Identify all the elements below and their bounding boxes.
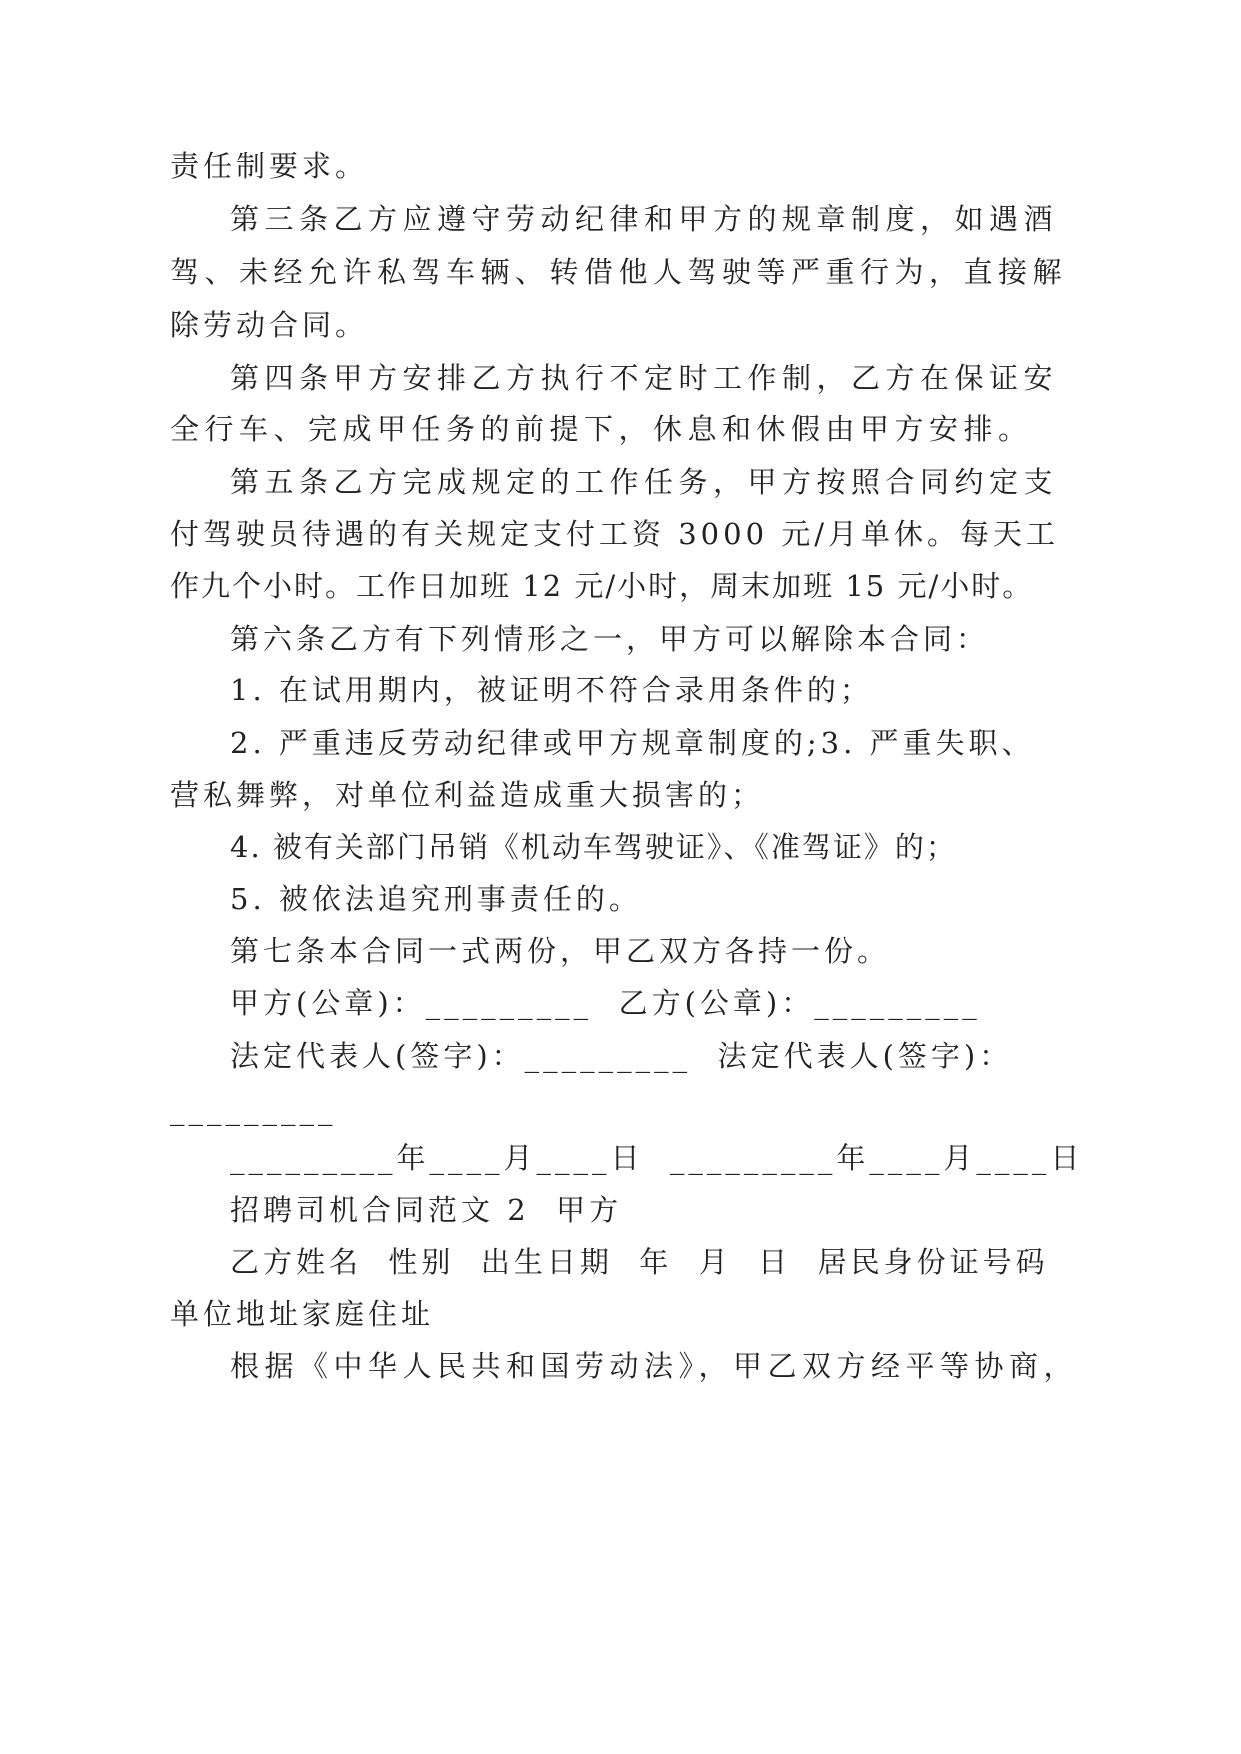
text-line: 2. 严重违反劳动纪律或甲方规章制度的;3. 严重失职、 <box>230 726 1035 760</box>
text-line: 乙方姓名 性别 出生日期 年 月 日 居民身份证号码 <box>230 1245 1049 1279</box>
text-line: 营私舞弊，对单位利益造成重大损害的； <box>170 778 765 812</box>
text-line: 第四条甲方安排乙方执行不定时工作制，乙方在保证安 <box>230 361 1059 395</box>
section-heading: 招聘司机合同范文 2 甲方 <box>230 1193 623 1227</box>
signature-blank: _________ <box>170 1092 337 1126</box>
text-line: 第三条乙方应遵守劳动纪律和甲方的规章制度，如遇酒 <box>230 202 1059 236</box>
text-line: 根据《中华人民共和国劳动法》，甲乙双方经平等协商， <box>230 1349 1079 1383</box>
text-line: 作九个小时。工作日加班 12 元/小时，周末加班 15 元/小时。 <box>170 569 1034 603</box>
text-line: 第五条乙方完成规定的工作任务，甲方按照合同约定支 <box>230 465 1059 499</box>
text-line: 第七条本合同一式两份，甲乙双方各持一份。 <box>230 934 891 968</box>
text-line: 5. 被依法追究刑事责任的。 <box>230 882 642 916</box>
text-line: 1. 在试用期内，被证明不符合录用条件的； <box>230 673 873 707</box>
text-line: 除劳动合同。 <box>170 308 369 342</box>
text-line: 付驾驶员待遇的有关规定支付工资 3000 元/月单休。每天工 <box>170 517 1060 551</box>
text-line: 单位地址家庭住址 <box>170 1297 435 1331</box>
signature-line-seal: 甲方(公章)：_________ 乙方(公章)：_________ <box>230 986 981 1020</box>
signature-line-representative: 法定代表人(签字)：_________ 法定代表人(签字)： <box>230 1039 1013 1073</box>
date-line: _________年____月____日 _________年____月____日 <box>230 1141 1084 1175</box>
text-line: 第六条乙方有下列情形之一，甲方可以解除本合同： <box>230 622 990 656</box>
text-line: 全行车、完成甲任务的前提下，休息和休假由甲方安排。 <box>170 412 1033 446</box>
text-line: 驾、未经允许私驾车辆、转借他人驾驶等严重行为，直接解 <box>170 255 1068 289</box>
text-line: 责任制要求。 <box>170 149 369 183</box>
text-line: 4. 被有关部门吊销《机动车驾驶证》、《准驾证》的； <box>230 830 957 864</box>
